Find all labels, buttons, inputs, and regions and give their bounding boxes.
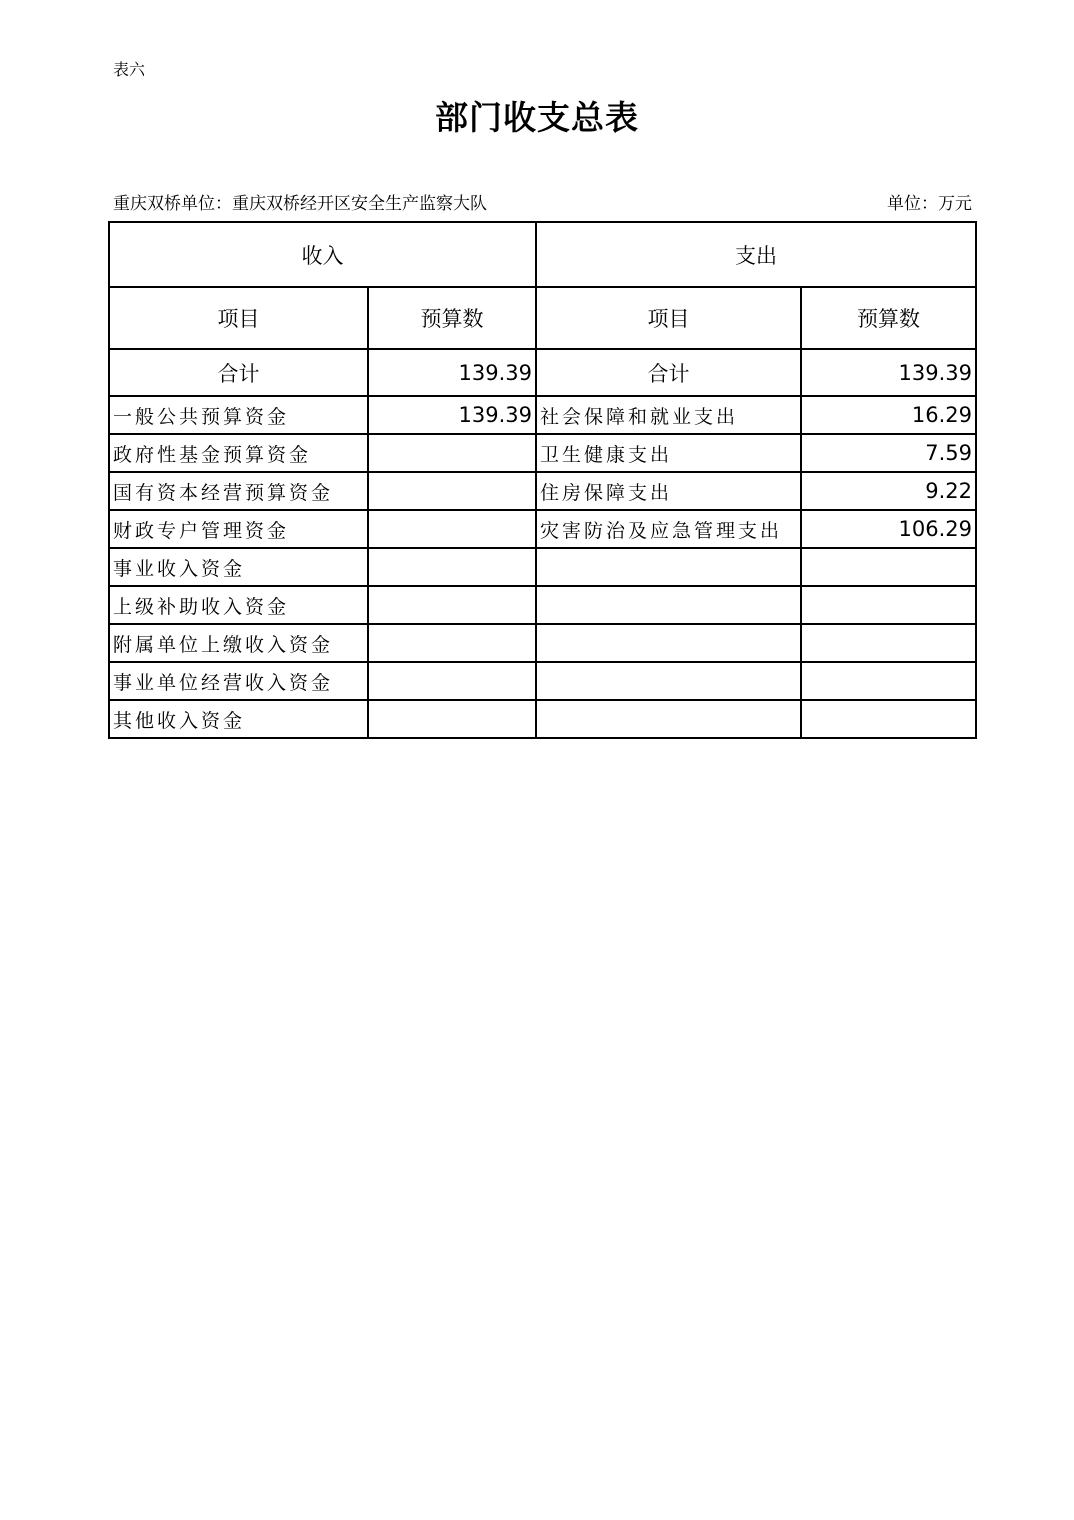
expense-item: 灾害防治及应急管理支出	[536, 510, 801, 548]
income-value	[368, 586, 536, 624]
income-value	[368, 700, 536, 738]
expense-value	[801, 700, 976, 738]
income-item: 附属单位上缴收入资金	[109, 624, 368, 662]
income-item: 一般公共预算资金	[109, 396, 368, 434]
table-row	[109, 510, 976, 548]
expense-amount-header: 预算数	[801, 287, 976, 349]
income-item: 国有资本经营预算资金	[109, 472, 368, 510]
expense-value	[801, 548, 976, 586]
income-value	[368, 434, 536, 472]
income-item-header: 项目	[109, 287, 368, 349]
column-header-row	[109, 287, 976, 349]
income-value	[368, 548, 536, 586]
expense-value	[801, 624, 976, 662]
income-item: 事业单位经营收入资金	[109, 662, 368, 700]
expense-item	[536, 548, 801, 586]
expense-item: 社会保障和就业支出	[536, 396, 801, 434]
expense-item: 卫生健康支出	[536, 434, 801, 472]
income-item: 政府性基金预算资金	[109, 434, 368, 472]
table-row	[109, 548, 976, 586]
total-row	[109, 349, 976, 396]
expense-value: 9.22	[801, 472, 976, 510]
income-value	[368, 472, 536, 510]
income-item: 财政专户管理资金	[109, 510, 368, 548]
expense-value	[801, 586, 976, 624]
table-label: 表六	[113, 60, 146, 79]
expense-value	[801, 662, 976, 700]
expense-item	[536, 624, 801, 662]
table-row	[109, 662, 976, 700]
income-value	[368, 510, 536, 548]
expense-value: 7.59	[801, 434, 976, 472]
expense-total-label: 合计	[536, 349, 801, 396]
expense-total-value: 139.39	[801, 349, 976, 396]
income-total-label: 合计	[109, 349, 368, 396]
expense-value: 106.29	[801, 510, 976, 548]
expense-item: 住房保障支出	[536, 472, 801, 510]
income-item: 上级补助收入资金	[109, 586, 368, 624]
expense-item	[536, 662, 801, 700]
income-item: 其他收入资金	[109, 700, 368, 738]
expense-item-header: 项目	[536, 287, 801, 349]
expense-item	[536, 700, 801, 738]
budget-table	[108, 221, 977, 739]
table-row	[109, 700, 976, 738]
income-value	[368, 624, 536, 662]
income-item: 事业收入资金	[109, 548, 368, 586]
section-header-row	[109, 222, 976, 287]
expense-value: 16.29	[801, 396, 976, 434]
table-row	[109, 434, 976, 472]
income-total-value: 139.39	[368, 349, 536, 396]
unit-name: 重庆双桥单位：重庆双桥经开区安全生产监察大队	[113, 194, 487, 214]
expense-item	[536, 586, 801, 624]
table-row	[109, 624, 976, 662]
income-header: 收入	[109, 222, 536, 287]
page-title: 部门收支总表	[435, 98, 639, 137]
currency-unit: 单位：万元	[887, 194, 972, 214]
expense-header: 支出	[536, 222, 976, 287]
table-row	[109, 586, 976, 624]
table-row	[109, 472, 976, 510]
income-value: 139.39	[368, 396, 536, 434]
income-value	[368, 662, 536, 700]
income-amount-header: 预算数	[368, 287, 536, 349]
table-row	[109, 396, 976, 434]
